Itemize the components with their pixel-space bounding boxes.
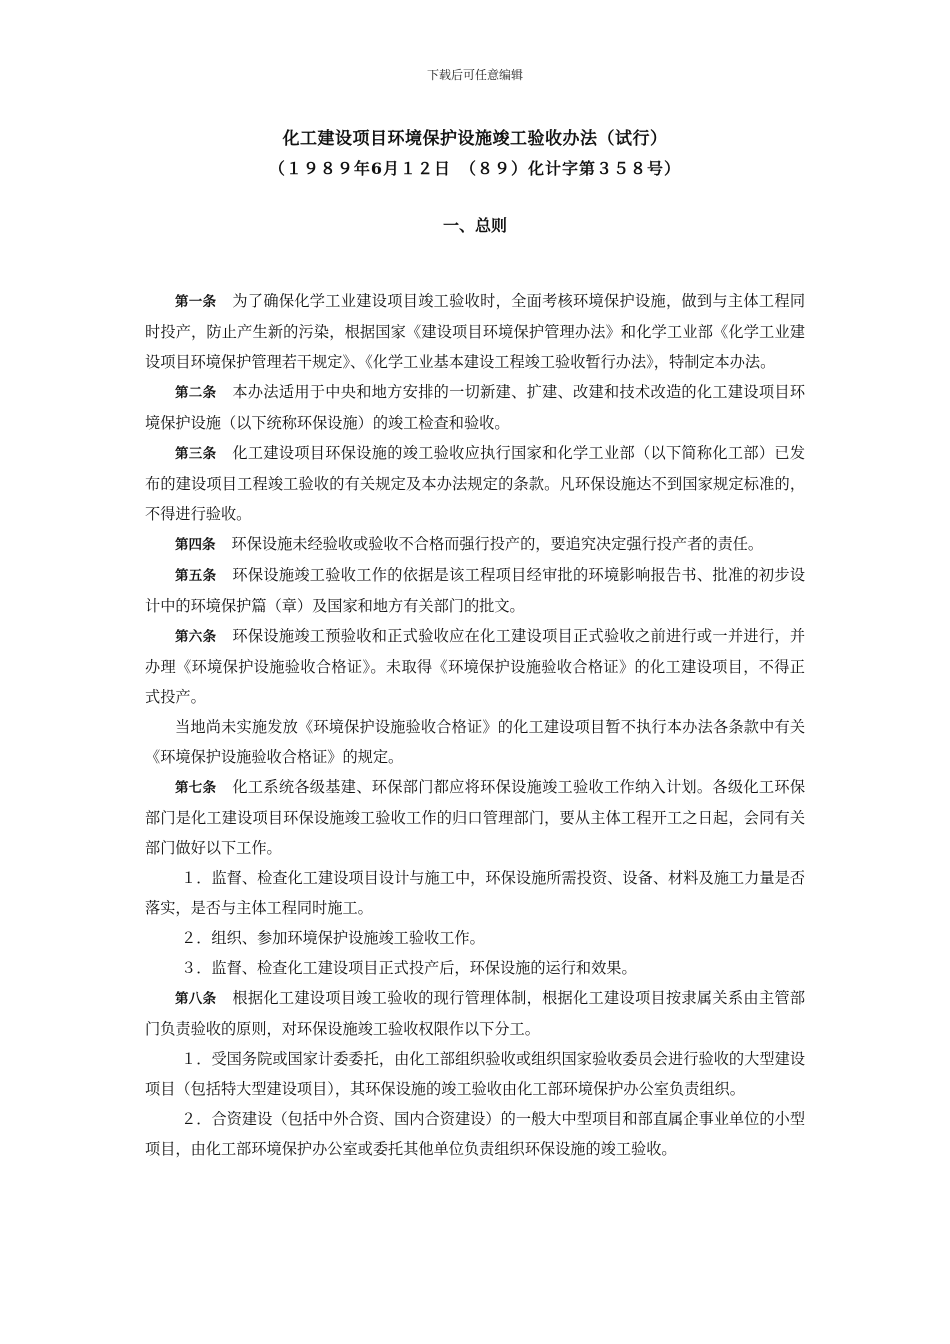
document-title: 化工建设项目环境保护设施竣工验收办法（试行）	[282, 129, 668, 149]
article-label: 第二条	[175, 385, 217, 401]
article-7-item: ３．监督、检查化工建设项目正式投产后，环保设施的运行和效果。	[181, 959, 637, 977]
article-7-item: １．监督、检查化工建设项目设计与施工中，环保设施所需投资、设备、材料及施工力量是否落实，是否与主体工程同时施工。	[145, 869, 805, 917]
article-1	[145, 286, 805, 377]
article-8-item: ２．合资建设（包括中外合资、国内合资建设）的一般大中型项目和部直属企事业单位的小型项目，由化工部环境保护办公室或委托其他单位负责组织环保设施的竣工验收。	[145, 1110, 805, 1158]
article-5	[145, 560, 805, 621]
article-label: 第一条	[175, 294, 217, 310]
article-text: 本办法适用于中央和地方安排的一切新建、扩建、改建和技术改造的化工建设项目环境保护设施（以下统称环保设施）的竣工检查和验收。	[145, 383, 806, 432]
article-label: 第七条	[175, 780, 217, 796]
article-text: 化工系统各级基建、环保部门都应将环保设施竣工验收工作纳入计划。各级化工环保部门是化工建设项目环保设施竣工验收工作的归口管理部门，要从主体工程开工之日起，会同有关部门做好以下工作。	[145, 778, 806, 857]
article-text: 环保设施未经验收或验收不合格而强行投产的，要追究决定强行投产者的责任。	[231, 535, 764, 553]
article-label: 第五条	[175, 568, 217, 584]
article-label: 第三条	[175, 446, 217, 462]
article-8-item: １．受国务院或国家计委委托，由化工部组织验收或组织国家验收委员会进行验收的大型建设项目（包括特大型建设项目），其环保设施的竣工验收由化工部环境保护办公室负责组织。	[145, 1050, 805, 1098]
article-6-note	[145, 712, 805, 772]
article-3	[145, 438, 805, 529]
article-8	[145, 983, 805, 1044]
article-text: 化工建设项目环保设施的竣工验收应执行国家和化学工业部（以下简称化工部）已发布的建设项目工程竣工验收的有关规定及本办法规定的条款。凡环保设施达不到国家规定标准的，不得进行验收。	[145, 444, 806, 523]
document-body	[145, 286, 805, 1164]
article-text: 环保设施竣工预验收和正式验收应在化工建设项目正式验收之前进行或一并进行，并办理《环境保护设施验收合格证》。未取得《环境保护设施验收合格证》的化工建设项目，不得正式投产。	[145, 627, 806, 706]
article-text: 环保设施竣工验收工作的依据是该工程项目经审批的环境影响报告书、批准的初步设计中的环境保护篇（章）及国家和地方有关部门的批文。	[145, 566, 806, 615]
article-label: 第八条	[175, 991, 217, 1007]
article-text: 为了确保化学工业建设项目竣工验收时，全面考核环境保护设施，做到与主体工程同时投产，防止产生新的污染，根据国家《建设项目环境保护管理办法》和化学工业部《化学工业建设项目环境保护管理若干规定》、《化学工业基本建设工程竣工验收暂行办法》，特制定本办法。	[145, 292, 806, 371]
article-label: 第四条	[175, 537, 216, 553]
article-label: 第六条	[175, 629, 217, 645]
article-2	[145, 377, 805, 438]
section-heading: 一、总则	[442, 216, 507, 235]
article-7-item: ２．组织、参加环境保护设施竣工验收工作。	[181, 929, 485, 947]
article-6	[145, 621, 805, 712]
article-4	[145, 529, 805, 560]
article-7	[145, 772, 805, 863]
article-text: 根据化工建设项目竣工验收的现行管理体制，根据化工建设项目按隶属关系由主管部门负责验收的原则，对环保设施竣工验收权限作以下分工。	[145, 989, 806, 1038]
header-note: 下载后可任意编辑	[426, 68, 523, 82]
article-text: 当地尚未实施发放《环境保护设施验收合格证》的化工建设项目暂不执行本办法各条款中有关《环境保护设施验收合格证》的规定。	[145, 718, 805, 766]
document-subtitle: （１９８９年6月１２日 （８９）化计字第３５８号）	[268, 159, 682, 178]
